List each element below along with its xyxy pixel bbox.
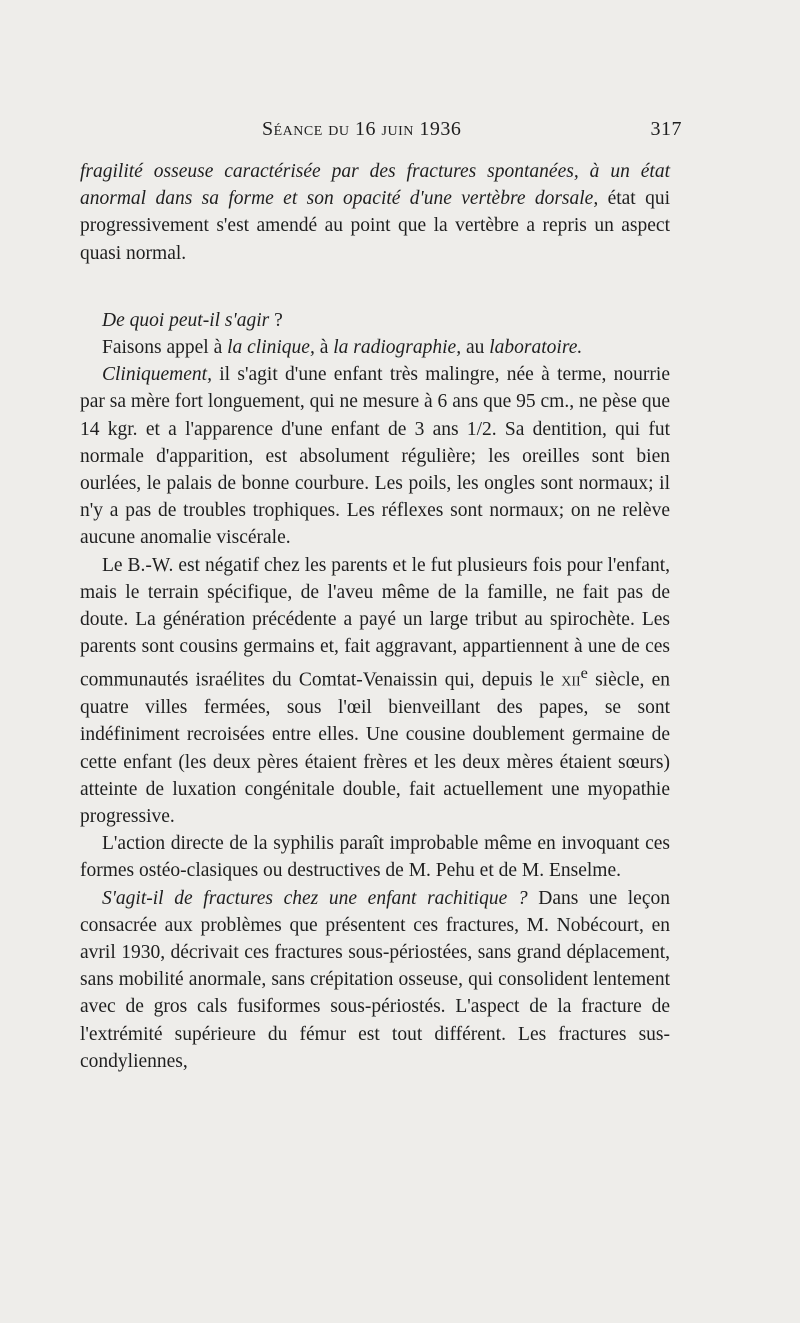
text-run: L'action directe de la syphilis paraît improbable même en invoquant ces formes ostéo-clasiques ou destructives de M. Pehu et de M. Enselme.: [80, 833, 670, 882]
paragraph-appeal: [80, 334, 670, 361]
italic-phrase: la radiographie,: [333, 337, 462, 359]
text-run: Dans une leçon consacrée aux problèmes que présentent ces fractures, M. Nobécourt, en avril 1930, décrivait ces fractures sous-périostées, sans grand déplacement, sans mobilité anormale, sans crépitation osseuse, qui consolident lentement avec de gros cals fusiformes sous-périostés. L'aspect de la fracture de l'extrémité supérieure du fémur est tout différent. Les fractures sus-condyliennes,: [80, 887, 670, 1072]
italic-phrase: fragilité osseuse caractérisée par des fractures spontanées, à un état anormal dans sa forme et son opacité d'une vertèbre dorsale,: [80, 161, 670, 210]
paragraph-continuation: [80, 158, 670, 267]
paragraph-question: [80, 307, 670, 334]
running-header: [262, 118, 682, 148]
paragraph-syphilis: [80, 830, 670, 884]
page-number: 317: [650, 118, 682, 140]
century-numeral: xii: [561, 669, 581, 691]
paragraph-rickets: [80, 885, 670, 1075]
italic-phrase: la clinique,: [227, 337, 315, 359]
superscript: e: [580, 664, 588, 683]
paragraph-gap: [80, 267, 670, 307]
text-run: état qui progressivement s'est amendé au point que la vertèbre a repris un aspect quasi normal.: [80, 188, 670, 264]
text-run: il s'agit d'une enfant très malingre, née à terme, nourrie par sa mère fort longuement, qui ne mesure à 6 ans que 95 cm., ne pèse que 14 kgr. et a l'apparence d'une enfant de 3 ans 1/2. Sa dentition, qui fut normale d'apparition, est absolument régulière; les oreilles sont bien ourlées, le palais de bonne courbure. Les poils, les ongles sont normaux; il n'y a pas de troubles trophiques. Les réflexes sont normaux; on ne relève aucune anomalie viscérale.: [80, 364, 670, 549]
italic-phrase: laboratoire.: [489, 337, 583, 359]
running-title: Séance du 16 juin 1936: [262, 118, 462, 140]
body-text: [80, 158, 670, 1075]
italic-phrase: Cliniquement,: [102, 364, 212, 386]
text-run: siècle, en quatre villes fermées, sous l'œil bienveillant des papes, se sont indéfiniment recroisées entre elles. Une cousine doublement germaine de cette enfant (les deux pères étaient frères et les deux mères étaient sœurs) atteinte de luxation congénitale double, fait actuellement une myopathie progressive.: [80, 669, 671, 827]
italic-phrase: De quoi peut-il s'agir: [102, 309, 270, 331]
text-run: à: [314, 337, 334, 359]
text-run: Le B.-W. est négatif chez les parents et le fut plusieurs fois pour l'enfant, mais le terrain spécifique, de l'aveu même de la famille, ne fait pas de doute. La génération précédente a payé un large tribut au spirochète. Les parents sont cousins germains et, fait aggravant, appartiennent à une de ces communautés israélites du Comtat-Venaissin qui, depuis le: [80, 554, 670, 691]
text-run: au: [461, 337, 490, 359]
italic-phrase: S'agit-il de fractures chez une enfant rachitique ?: [102, 887, 528, 909]
paragraph-serology: [80, 552, 670, 831]
paragraph-clinical: [80, 361, 670, 551]
text-run: Faisons appel à: [102, 337, 228, 359]
text-run: ?: [269, 309, 283, 331]
